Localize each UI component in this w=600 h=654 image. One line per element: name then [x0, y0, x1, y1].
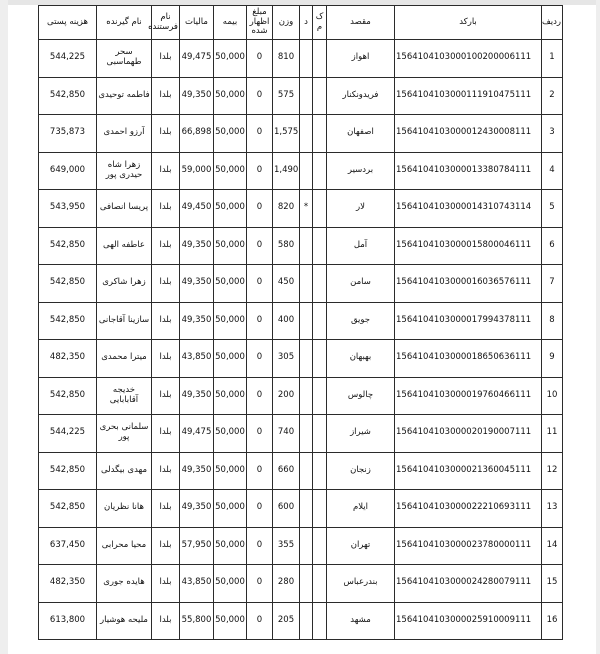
cell-weight: 810	[273, 40, 300, 78]
cell-row-no: 12	[542, 452, 563, 490]
table-row	[39, 377, 563, 415]
cell-weight: 820	[273, 190, 300, 228]
cell-km	[313, 115, 327, 153]
cell-postal-cost: 649,000	[39, 152, 97, 190]
cell-insurance: 50,000	[214, 452, 247, 490]
cell-declared-amount: 0	[247, 302, 273, 340]
cell-d	[300, 415, 313, 453]
cell-declared-amount: 0	[247, 452, 273, 490]
cell-tax: 49,350	[180, 452, 214, 490]
cell-insurance: 50,000	[214, 40, 247, 78]
cell-receiver-name: ملیحه هوشیار	[97, 602, 152, 640]
cell-tax: 57,950	[180, 527, 214, 565]
cell-sender-name: بلدا	[152, 152, 180, 190]
cell-insurance: 50,000	[214, 527, 247, 565]
cell-d	[300, 452, 313, 490]
header-tax: مالیات	[180, 6, 214, 40]
cell-postal-cost: 637,450	[39, 527, 97, 565]
table-row	[39, 340, 563, 378]
barcode-text: 1564104103000018650636111	[396, 352, 532, 363]
cell-receiver-name: زهرا شاکری	[97, 265, 152, 303]
cell-receiver-name: سحر طهماسبی	[97, 40, 152, 78]
cell-row-no: 9	[542, 340, 563, 378]
cell-insurance: 50,000	[214, 415, 247, 453]
cell-row-no: 16	[542, 602, 563, 640]
barcode-text: 1564104103000016036576111	[396, 277, 532, 288]
barcode-text: 1564104103000023780000111	[396, 539, 532, 550]
cell-weight: 200	[273, 377, 300, 415]
table-row	[39, 490, 563, 528]
cell-tax: 49,350	[180, 77, 214, 115]
cell-destination: لار	[327, 190, 395, 228]
table-row	[39, 190, 563, 228]
cell-postal-cost: 542,850	[39, 377, 97, 415]
cell-receiver-name: فاطمه توحیدی	[97, 77, 152, 115]
cell-tax: 66,898	[180, 115, 214, 153]
cell-declared-amount: 0	[247, 340, 273, 378]
cell-km	[313, 265, 327, 303]
cell-d	[300, 227, 313, 265]
cell-km	[313, 527, 327, 565]
cell-insurance: 50,000	[214, 377, 247, 415]
cell-weight: 305	[273, 340, 300, 378]
header-d: د	[300, 6, 313, 40]
cell-weight: 280	[273, 565, 300, 603]
barcode-text: 1564104103000022210693111	[396, 502, 532, 513]
cell-d: *	[300, 190, 313, 228]
cell-weight: 580	[273, 227, 300, 265]
cell-destination: بهبهان	[327, 340, 395, 378]
cell-row-no: 14	[542, 527, 563, 565]
cell-tax: 49,350	[180, 227, 214, 265]
cell-km	[313, 452, 327, 490]
header-row-no: ردیف	[542, 6, 563, 40]
cell-d	[300, 602, 313, 640]
cell-receiver-name: سلمانی بحری پور	[97, 415, 152, 453]
cell-postal-cost: 542,850	[39, 452, 97, 490]
cell-tax: 49,450	[180, 190, 214, 228]
cell-sender-name: بلدا	[152, 77, 180, 115]
cell-declared-amount: 0	[247, 40, 273, 78]
cell-tax: 49,350	[180, 265, 214, 303]
cell-d	[300, 40, 313, 78]
barcode-text: 1564104103000014310743114	[396, 202, 532, 213]
cell-barcode	[395, 77, 542, 115]
cell-insurance: 50,000	[214, 265, 247, 303]
cell-insurance: 50,000	[214, 565, 247, 603]
cell-tax: 49,350	[180, 377, 214, 415]
table-row	[39, 40, 563, 78]
cell-receiver-name: مهدی بیگدلی	[97, 452, 152, 490]
cell-km	[313, 77, 327, 115]
cell-row-no: 5	[542, 190, 563, 228]
cell-row-no: 4	[542, 152, 563, 190]
cell-sender-name: بلدا	[152, 377, 180, 415]
cell-row-no: 8	[542, 302, 563, 340]
cell-tax: 49,350	[180, 490, 214, 528]
cell-d	[300, 340, 313, 378]
table-row	[39, 77, 563, 115]
cell-weight: 205	[273, 602, 300, 640]
cell-km	[313, 227, 327, 265]
cell-receiver-name: محیا محرابی	[97, 527, 152, 565]
cell-sender-name: بلدا	[152, 415, 180, 453]
cell-d	[300, 490, 313, 528]
cell-weight: 660	[273, 452, 300, 490]
cell-tax: 43,850	[180, 565, 214, 603]
cell-postal-cost: 544,225	[39, 415, 97, 453]
cell-sender-name: بلدا	[152, 452, 180, 490]
cell-km	[313, 602, 327, 640]
table-row	[39, 227, 563, 265]
cell-sender-name: بلدا	[152, 490, 180, 528]
cell-destination: ایلام	[327, 490, 395, 528]
cell-sender-name: بلدا	[152, 565, 180, 603]
cell-postal-cost: 542,850	[39, 490, 97, 528]
cell-declared-amount: 0	[247, 265, 273, 303]
barcode-text: 1564104103000015800046111	[396, 239, 532, 250]
cell-postal-cost: 613,800	[39, 602, 97, 640]
barcode-text: 1564104103000019760466111	[396, 389, 532, 400]
cell-d	[300, 527, 313, 565]
cell-insurance: 50,000	[214, 302, 247, 340]
cell-barcode	[395, 565, 542, 603]
barcode-text: 1564104103000017994378111	[396, 314, 532, 325]
cell-postal-cost: 542,850	[39, 227, 97, 265]
cell-sender-name: بلدا	[152, 340, 180, 378]
cell-postal-cost: 735,873	[39, 115, 97, 153]
cell-insurance: 50,000	[214, 340, 247, 378]
cell-insurance: 50,000	[214, 115, 247, 153]
cell-destination: تهران	[327, 527, 395, 565]
cell-weight: 600	[273, 490, 300, 528]
cell-tax: 55,800	[180, 602, 214, 640]
cell-destination: اهواز	[327, 40, 395, 78]
cell-barcode	[395, 377, 542, 415]
cell-declared-amount: 0	[247, 77, 273, 115]
table-row	[39, 565, 563, 603]
cell-row-no: 15	[542, 565, 563, 603]
cell-destination: فریدونکنار	[327, 77, 395, 115]
barcode-text: 1564104103000111910475111	[396, 89, 532, 100]
cell-barcode	[395, 115, 542, 153]
cell-weight: 355	[273, 527, 300, 565]
cell-receiver-name: آرزو احمدی	[97, 115, 152, 153]
cell-sender-name: بلدا	[152, 302, 180, 340]
cell-declared-amount: 0	[247, 190, 273, 228]
table-row	[39, 602, 563, 640]
cell-tax: 59,000	[180, 152, 214, 190]
cell-barcode	[395, 40, 542, 78]
cell-declared-amount: 0	[247, 377, 273, 415]
cell-row-no: 2	[542, 77, 563, 115]
cell-row-no: 13	[542, 490, 563, 528]
cell-d	[300, 377, 313, 415]
cell-postal-cost: 482,350	[39, 565, 97, 603]
table-row	[39, 527, 563, 565]
cell-insurance: 50,000	[214, 227, 247, 265]
header-km: ک م	[313, 6, 327, 40]
cell-insurance: 50,000	[214, 77, 247, 115]
cell-receiver-name: هایده جوری	[97, 565, 152, 603]
cell-destination: آمل	[327, 227, 395, 265]
cell-tax: 49,475	[180, 415, 214, 453]
cell-destination: چالوس	[327, 377, 395, 415]
cell-row-no: 1	[542, 40, 563, 78]
barcode-text: 1564104103000012430008111	[396, 127, 532, 138]
cell-d	[300, 265, 313, 303]
cell-d	[300, 115, 313, 153]
cell-postal-cost: 542,850	[39, 77, 97, 115]
cell-destination: جویق	[327, 302, 395, 340]
header-weight: وزن	[273, 6, 300, 40]
cell-receiver-name: سازینا آقاجانی	[97, 302, 152, 340]
cell-destination: زنجان	[327, 452, 395, 490]
table-header	[39, 6, 563, 40]
cell-barcode	[395, 340, 542, 378]
cell-row-no: 7	[542, 265, 563, 303]
table-row	[39, 115, 563, 153]
cell-tax: 49,475	[180, 40, 214, 78]
table-row	[39, 302, 563, 340]
header-receiver-name: نام گیرنده	[97, 6, 152, 40]
shipments-table	[38, 5, 563, 640]
barcode-text: 1564104103000024280079111	[396, 577, 532, 588]
header-insurance: بیمه	[214, 6, 247, 40]
cell-km	[313, 190, 327, 228]
cell-weight: 450	[273, 265, 300, 303]
cell-sender-name: بلدا	[152, 115, 180, 153]
cell-km	[313, 152, 327, 190]
page-left-edge	[0, 0, 8, 654]
cell-tax: 49,350	[180, 302, 214, 340]
cell-sender-name: بلدا	[152, 227, 180, 265]
table-row	[39, 452, 563, 490]
cell-sender-name: بلدا	[152, 265, 180, 303]
cell-km	[313, 40, 327, 78]
cell-declared-amount: 0	[247, 527, 273, 565]
cell-postal-cost: 542,850	[39, 302, 97, 340]
header-sender-name: نام فرستنده	[152, 6, 180, 40]
cell-receiver-name: زهرا شاه حیدری پور	[97, 152, 152, 190]
cell-barcode	[395, 227, 542, 265]
header-destination: مقصد	[327, 6, 395, 40]
cell-row-no: 6	[542, 227, 563, 265]
cell-d	[300, 302, 313, 340]
cell-sender-name: بلدا	[152, 190, 180, 228]
table-row	[39, 152, 563, 190]
barcode-text: 1564104103000025910009111	[396, 614, 532, 625]
cell-sender-name: بلدا	[152, 40, 180, 78]
cell-barcode	[395, 415, 542, 453]
cell-declared-amount: 0	[247, 565, 273, 603]
cell-barcode	[395, 490, 542, 528]
cell-tax: 43,850	[180, 340, 214, 378]
cell-declared-amount: 0	[247, 415, 273, 453]
cell-row-no: 11	[542, 415, 563, 453]
cell-d	[300, 77, 313, 115]
cell-sender-name: بلدا	[152, 527, 180, 565]
cell-receiver-name: خدیجه آقابابایی	[97, 377, 152, 415]
cell-d	[300, 152, 313, 190]
cell-declared-amount: 0	[247, 227, 273, 265]
cell-destination: اصفهان	[327, 115, 395, 153]
cell-insurance: 50,000	[214, 190, 247, 228]
cell-postal-cost: 544,225	[39, 40, 97, 78]
barcode-text: 1564104103000020190007111	[396, 427, 532, 438]
cell-barcode	[395, 452, 542, 490]
header-barcode: بارکد	[395, 6, 542, 40]
table-body	[39, 40, 563, 640]
cell-destination: بندرعباس	[327, 565, 395, 603]
cell-receiver-name: عاطفه الهی	[97, 227, 152, 265]
cell-weight: 740	[273, 415, 300, 453]
cell-barcode	[395, 602, 542, 640]
cell-barcode	[395, 152, 542, 190]
cell-destination: سامن	[327, 265, 395, 303]
cell-destination: مشهد	[327, 602, 395, 640]
cell-sender-name: بلدا	[152, 602, 180, 640]
cell-weight: 400	[273, 302, 300, 340]
cell-row-no: 10	[542, 377, 563, 415]
cell-declared-amount: 0	[247, 152, 273, 190]
barcode-text: 1564104103000100200006111	[396, 52, 532, 63]
header-postal-cost: هزینه پستی	[39, 6, 97, 40]
cell-barcode	[395, 527, 542, 565]
header-declared-amount: مبلغ اظهار شده	[247, 6, 273, 40]
cell-barcode	[395, 265, 542, 303]
cell-km	[313, 565, 327, 603]
cell-insurance: 50,000	[214, 152, 247, 190]
cell-insurance: 50,000	[214, 602, 247, 640]
header-row	[39, 6, 563, 40]
cell-weight: 1,490	[273, 152, 300, 190]
page-right-edge	[596, 0, 600, 654]
cell-receiver-name: هانا نظریان	[97, 490, 152, 528]
cell-declared-amount: 0	[247, 490, 273, 528]
cell-destination: شیراز	[327, 415, 395, 453]
cell-row-no: 3	[542, 115, 563, 153]
cell-destination: بردسیر	[327, 152, 395, 190]
cell-insurance: 50,000	[214, 490, 247, 528]
cell-receiver-name: پریسا انصافی	[97, 190, 152, 228]
cell-postal-cost: 542,850	[39, 265, 97, 303]
cell-d	[300, 565, 313, 603]
cell-weight: 1,575	[273, 115, 300, 153]
cell-km	[313, 490, 327, 528]
cell-barcode	[395, 190, 542, 228]
cell-km	[313, 340, 327, 378]
table-row	[39, 265, 563, 303]
cell-weight: 575	[273, 77, 300, 115]
barcode-text: 1564104103000021360045111	[396, 464, 532, 475]
cell-receiver-name: میترا محمدی	[97, 340, 152, 378]
cell-km	[313, 302, 327, 340]
cell-declared-amount: 0	[247, 602, 273, 640]
table-row	[39, 415, 563, 453]
cell-km	[313, 415, 327, 453]
barcode-text: 1564104103000013380784111	[396, 164, 532, 175]
cell-km	[313, 377, 327, 415]
cell-barcode	[395, 302, 542, 340]
cell-postal-cost: 543,950	[39, 190, 97, 228]
cell-postal-cost: 482,350	[39, 340, 97, 378]
cell-declared-amount: 0	[247, 115, 273, 153]
